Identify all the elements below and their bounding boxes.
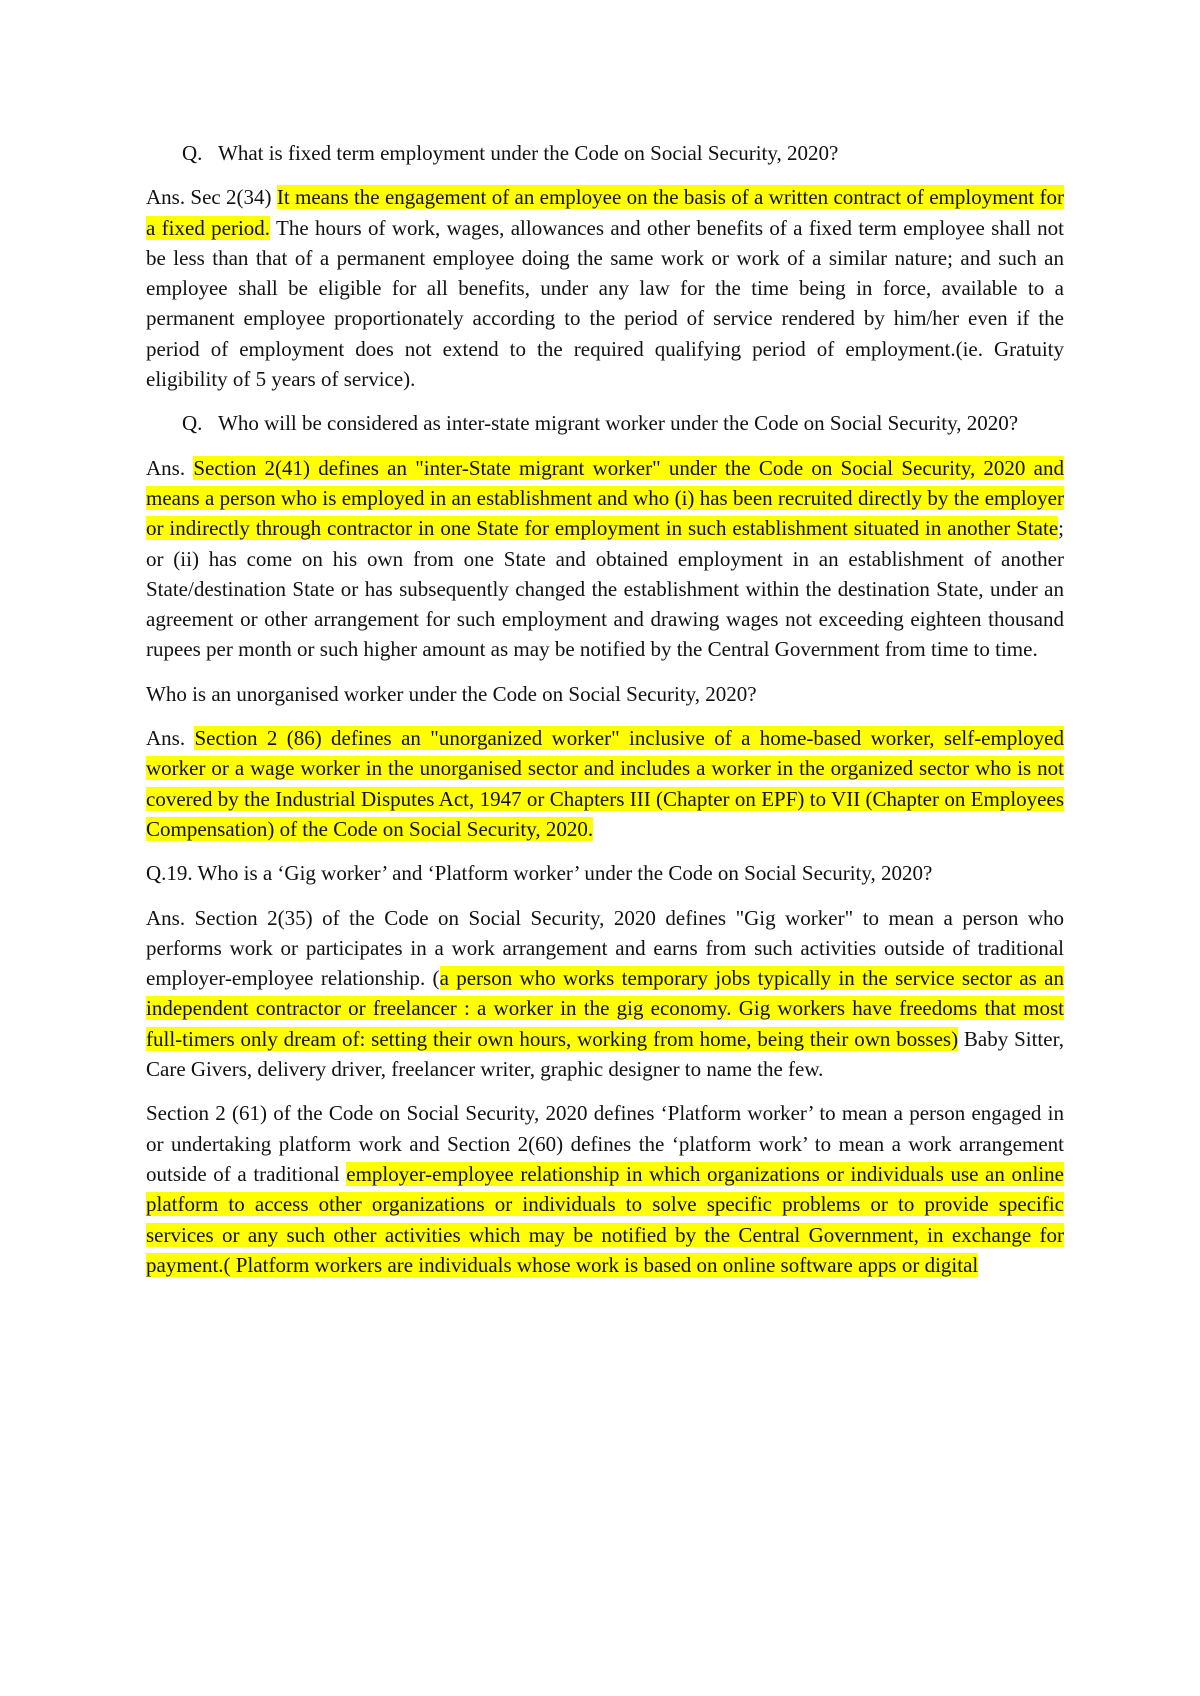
answer-fixed-term (146, 182, 1064, 394)
question-unorganised-worker: Who is an unorganised worker under the Code on Social Security, 2020? (146, 681, 757, 706)
answer-highlight: a person who works temporary jobs typically in the service sector as an independent contractor or freelancer : a worker in the gig economy. Gig workers have freedoms that most full-timers only dream of: setting their own hours, working from home, being their own bosses) (146, 966, 1064, 1051)
question-gig-platform-worker: Q.19. Who is a ‘Gig worker’ and ‘Platform worker’ under the Code on Social Security, 2020? (146, 861, 933, 886)
answer-lead: Ans. (146, 726, 195, 751)
answer-highlight: It means the engagement of an employee on the basis of a written contract of employment for a fixed period. (146, 185, 1064, 240)
answer-highlight: employer-employee relationship in which organizations or individuals use an online platform to access other organizations or individuals to solve specific problems or to provide specific services or any such other activities which may be notified by the Central Government, in exchange for payment.( Platform workers are individuals whose work is based on online software apps or digital (146, 1161, 1064, 1277)
answer-unorganised-worker (146, 723, 1064, 844)
question-number: Q. (182, 411, 203, 436)
answer-highlight: Section 2(41) defines an "inter-State migrant worker" under the Code on Social Security, 2020 and means a person who is employed in an establishment and who (i) has been recruited directly by the employer or indirectly through contractor in one State for employment in such establishment situated in another State (146, 455, 1064, 541)
question-fixed-term (146, 138, 1064, 168)
answer-lead: Ans. Section 2(35) of the Code on Social Security, 2020 defines "Gig worker" to mean a person who performs work or participates in a work arrangement and earns from such activities outside of traditional employer-employee relationship. ( (146, 905, 1064, 991)
answer-rest: ; or (ii) has come on his own from one State and obtained employment in an establishment of another State/destination State or has subsequently changed the establishment within the destination State, under an agreement or other arrangement for such employment and drawing wages not exceeding eighteen thousand rupees per month or such higher amount as may be notified by the Central Government from time to time. (146, 516, 1064, 662)
answer-rest: The hours of work, wages, allowances and other benefits of a fixed term employee shall not be less than that of a permanent employee doing the same work or work of a similar nature; and such an employee shall be eligible for all benefits, under any law for the time being in force, available to a permanent employee proportionately according to the period of service rendered by him/her even if the period of employment does not extend to the required qualifying period of employment.(ie. Gratuity eligibility of 5 years of service). (146, 215, 1064, 392)
answer-rest: Baby Sitter, Care Givers, delivery driver, freelancer writer, graphic designer to name the few. (146, 1026, 1064, 1082)
answer-highlight: Section 2 (86) defines an "unorganized worker" inclusive of a home-based worker, self-employed worker or a wage worker in the unorganised sector and includes a worker in the organized sector who is not covered by the Industrial Disputes Act, 1947 or Chapters III (Chapter on EPF) to VII (Chapter on Employees Compensation) of the Code on Social Security, 2020. (146, 726, 1064, 841)
question-number: Q. (182, 141, 203, 165)
question-text: Who will be considered as inter-state migrant worker under the Code on Social Security, 2020? (218, 411, 1019, 436)
question-migrant-worker (146, 408, 1064, 438)
answer-migrant-worker (146, 453, 1064, 665)
answer-platform-worker (146, 1098, 1064, 1280)
answer-lead: Section 2 (61) of the Code on Social Security, 2020 defines ‘Platform worker’ to mean a person engaged in or undertaking platform work and Section 2(60) defines the ‘platform work’ to mean a work arrangement outside of a traditional (146, 1101, 1064, 1186)
answer-lead: Ans. (146, 455, 194, 480)
answer-lead: Ans. Sec 2(34) (146, 185, 277, 210)
question-text: What is fixed term employment under the Code on Social Security, 2020? (218, 141, 839, 165)
answer-gig-worker (146, 903, 1064, 1085)
